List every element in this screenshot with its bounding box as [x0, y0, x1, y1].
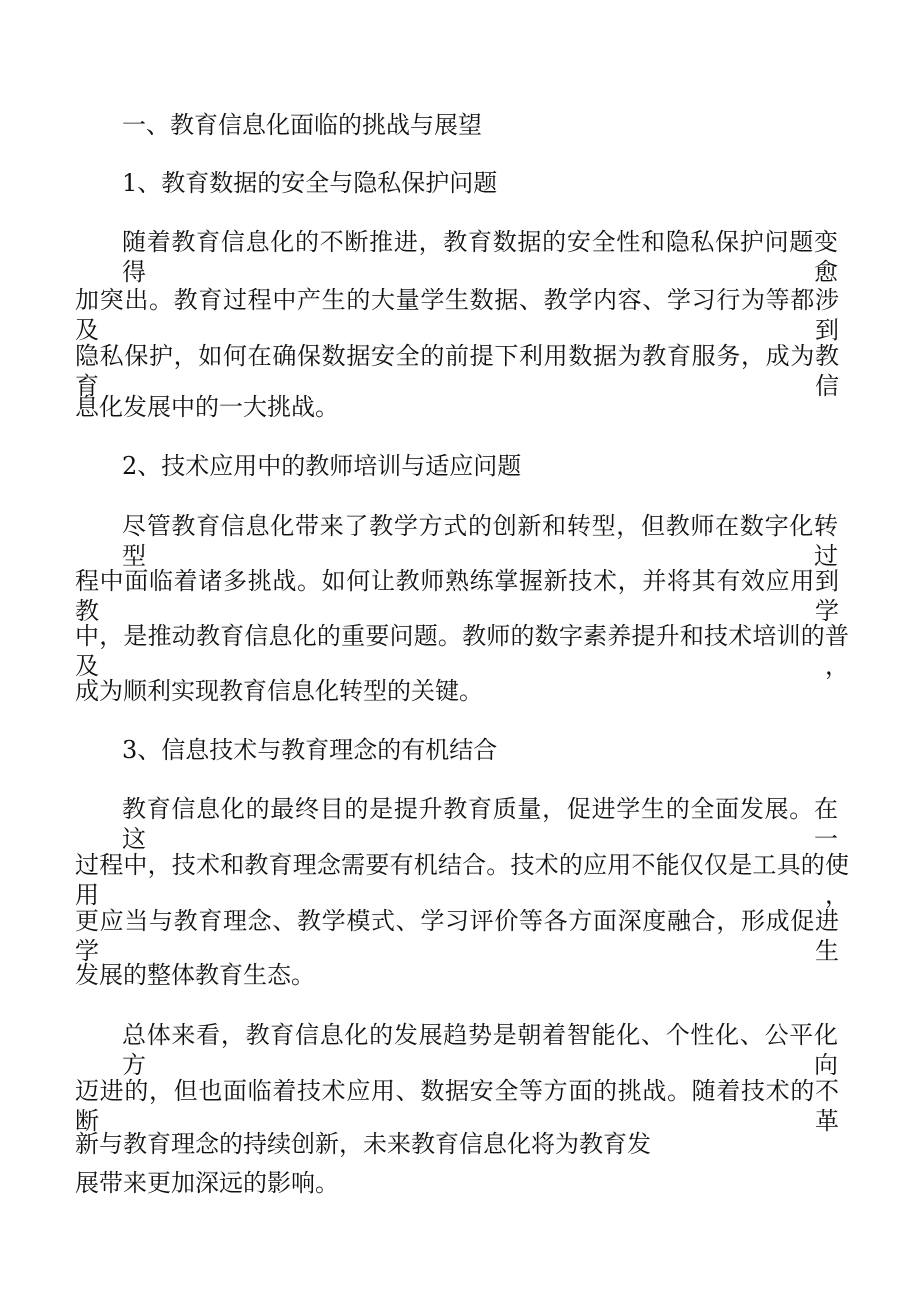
paragraph-1-line-4: 息化发展中的一大挑战。	[75, 393, 339, 421]
paragraph-3-line-1: 教育信息化的最终目的是提升教育质量，促进学生的全面发展。在这一	[122, 795, 838, 853]
paragraph-2-line-2: 程中面临着诸多挑战。如何让教师熟练掌握新技术，并将其有效应用到教学	[75, 567, 839, 625]
conclusion-line-3: 新与教育理念的持续创新，未来教育信息化将为教育发	[75, 1130, 651, 1158]
conclusion-line-4: 展带来更加深远的影响。	[75, 1169, 339, 1197]
paragraph-1-line-2: 加突出。教育过程中产生的大量学生数据、教学内容、学习行为等都涉及到	[75, 286, 839, 344]
paragraph-2-line-4: 成为顺利实现教育信息化转型的关键。	[75, 677, 483, 705]
paragraph-3-line-2: 过程中，技术和教育理念需要有机结合。技术的应用不能仅仅是工具的使用，	[75, 851, 849, 909]
paragraph-1-line-3: 隐私保护，如何在确保数据安全的前提下利用数据为教育服务，成为教育信	[75, 342, 839, 400]
paragraph-1-line-1: 随着教育信息化的不断推进，教育数据的安全性和隐私保护问题变得愈	[122, 228, 838, 286]
subsection-heading-3: 3、信息技术与教育理念的有机结合	[122, 736, 498, 764]
paragraph-3-line-3: 更应当与教育理念、教学模式、学习评价等各方面深度融合，形成促进学生	[75, 907, 839, 965]
paragraph-2-line-1: 尽管教育信息化带来了教学方式的创新和转型，但教师在数字化转型过	[122, 512, 838, 570]
paragraph-2-line-3: 中，是推动教育信息化的重要问题。教师的数字素养提升和技术培训的普及，	[75, 622, 849, 680]
conclusion-line-2: 迈进的，但也面临着技术应用、数据安全等方面的挑战。随着技术的不断革	[75, 1077, 839, 1135]
conclusion-line-1: 总体来看，教育信息化的发展趋势是朝着智能化、个性化、公平化方向	[122, 1021, 838, 1079]
subsection-heading-2: 2、技术应用中的教师培训与适应问题	[122, 452, 522, 480]
paragraph-3-line-4: 发展的整体教育生态。	[75, 961, 315, 989]
subsection-heading-1: 1、教育数据的安全与隐私保护问题	[122, 169, 498, 197]
section-heading: 一、教育信息化面临的挑战与展望	[122, 111, 482, 139]
